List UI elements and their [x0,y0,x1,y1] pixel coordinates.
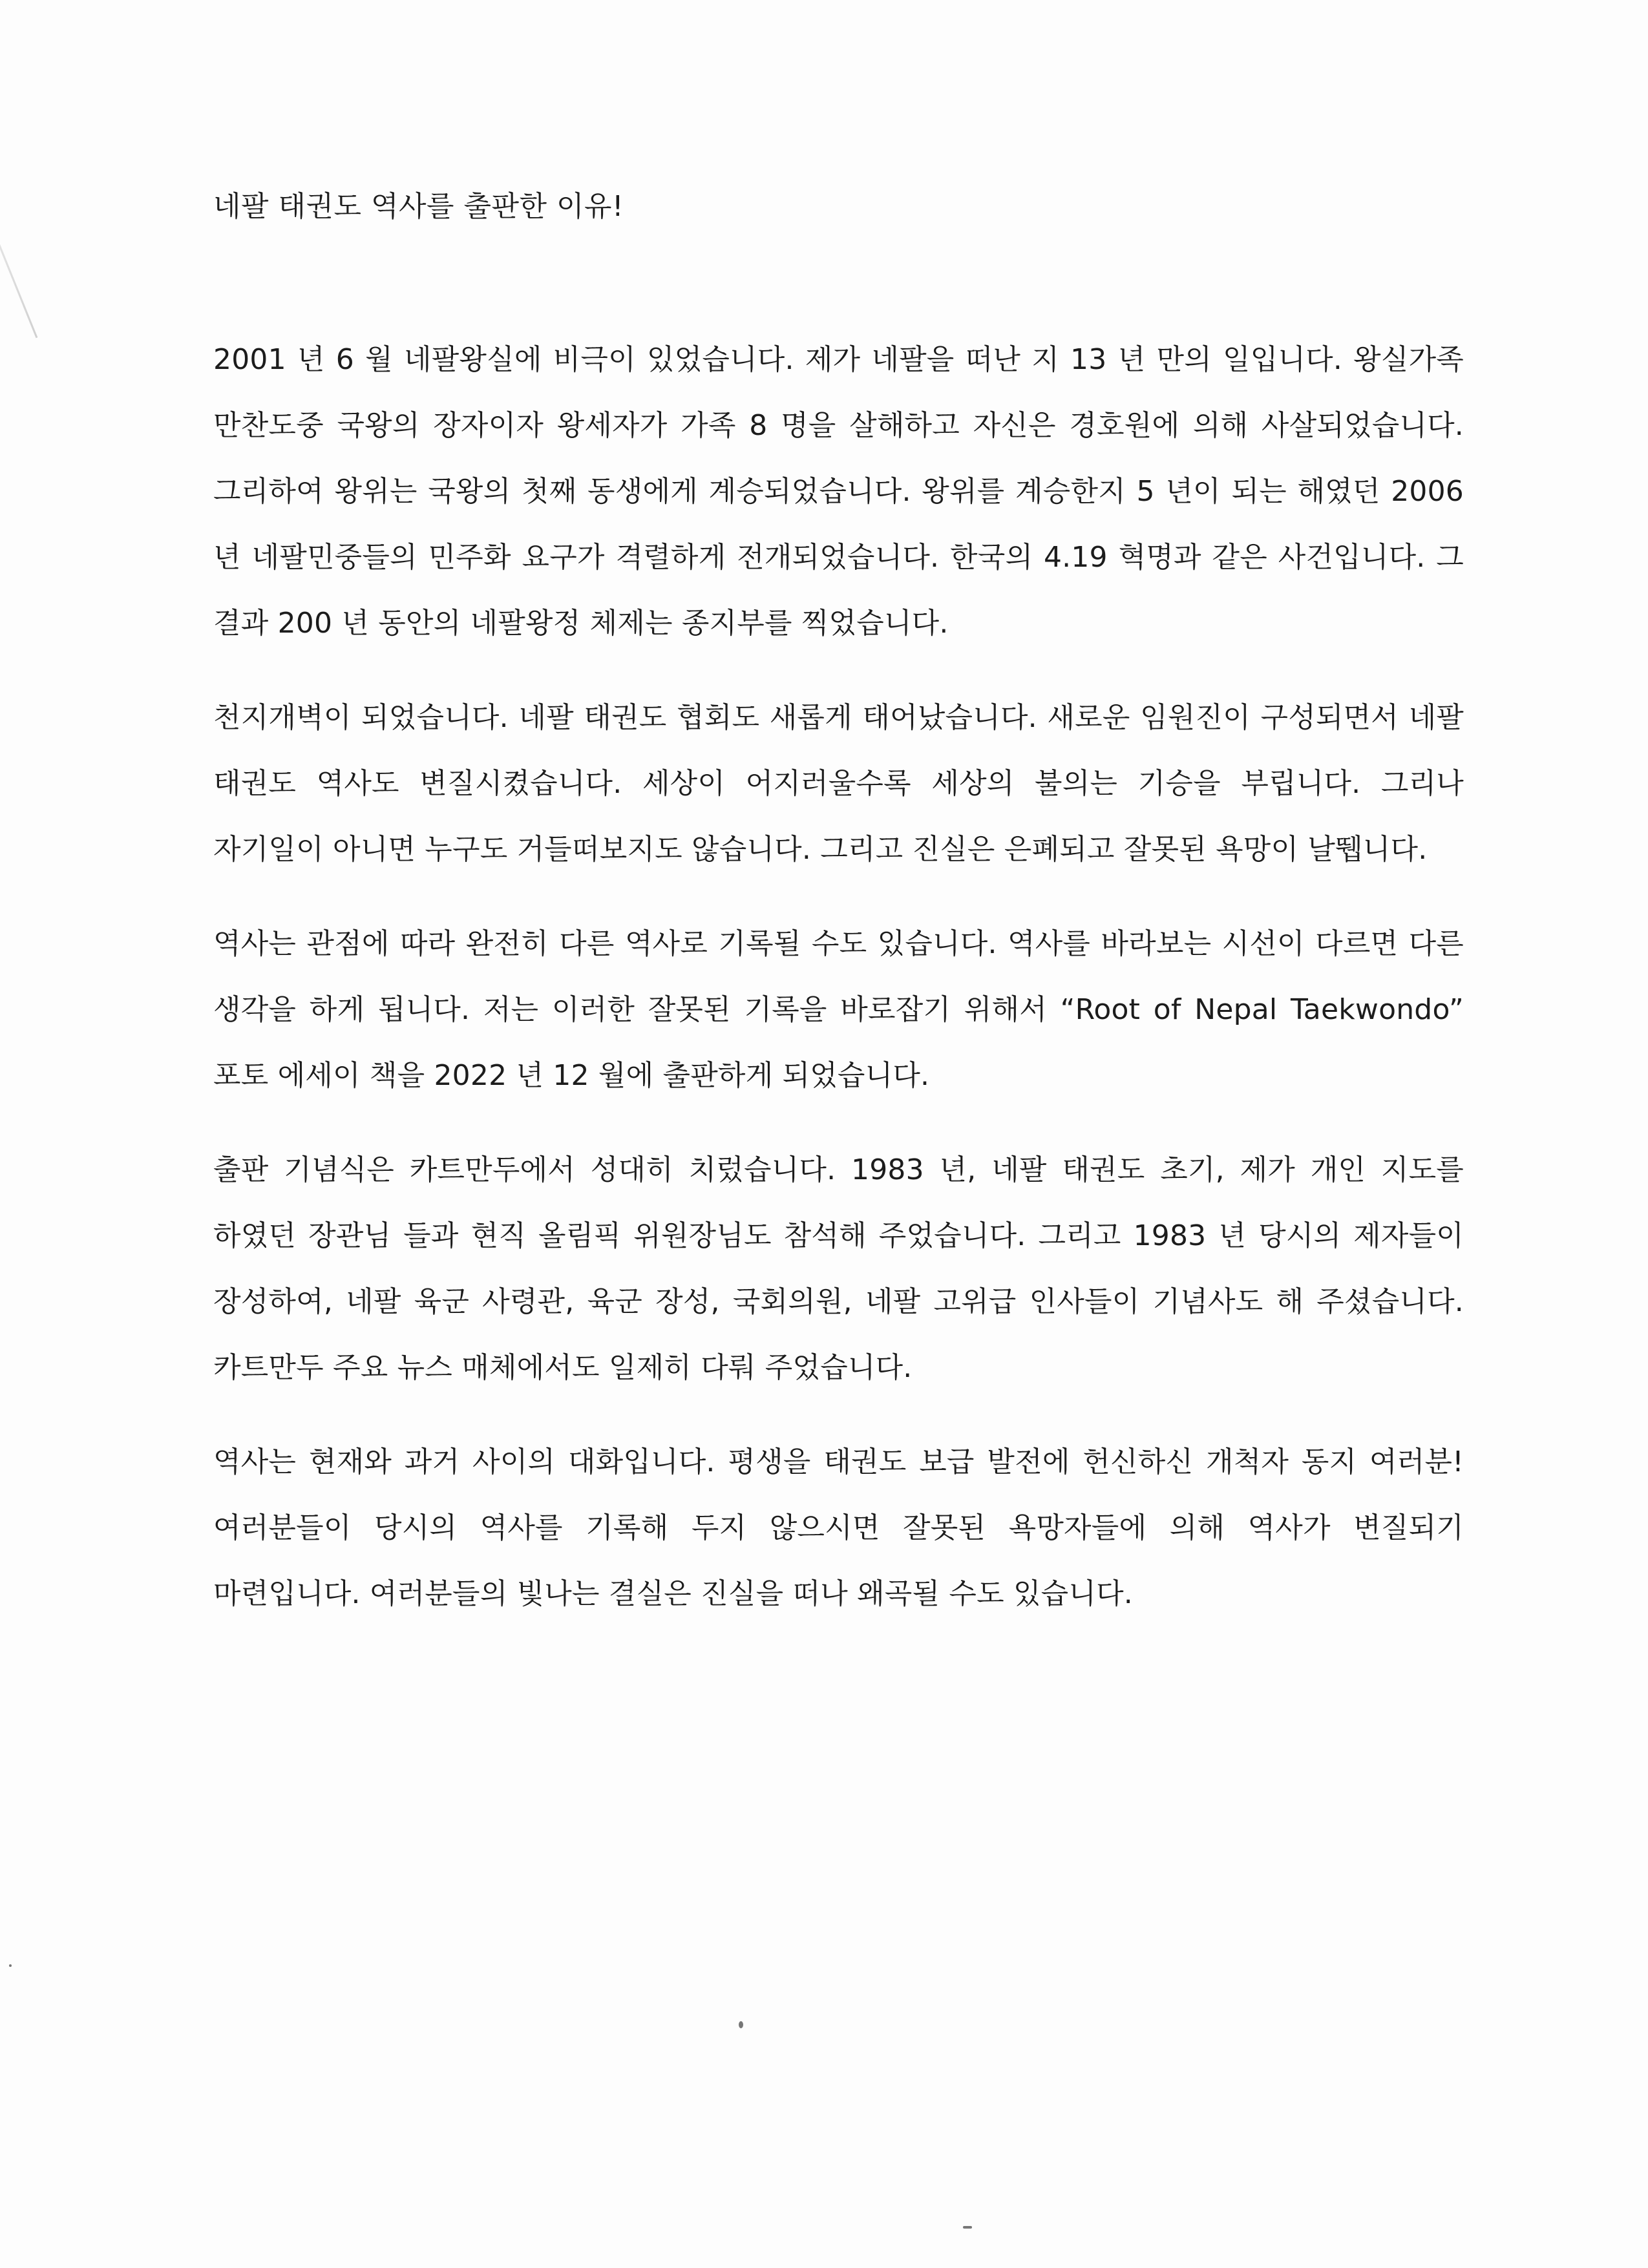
paragraph-4: 출판 기념식은 카트만두에서 성대히 치렀습니다. 1983 년, 네팔 태권도 초기, 제가 개인 지도를 하였던 장관님 들과 현직 올림픽 위원장님도 참석해 주었습니다. 그리고 1983 년 당시의 제자들이 장성하여, 네팔 육군 사령관, 육군 장성, 국회의원, 네팔 고위급 인사들이 기념사도 해 주셨습니다. 카트만두 주요 뉴스 매체에서도 일제히 다뤄 주었습니다. [213,1153,1464,1384]
scan-speck [739,2021,743,2028]
paragraph-1: 2001 년 6 월 네팔왕실에 비극이 있었습니다. 제가 네팔을 떠난 지 13 년 만의 일입니다. 왕실가족 만찬도중 국왕의 장자이자 왕세자가 가족 8 명을 살해하고 자신은 경호원에 의해 사살되었습니다. 그리하여 왕위는 국왕의 첫째 동생에게 계승되었습니다. 왕위를 계승한지 5 년이 되는 해였던 2006 년 네팔민중들의 민주화 요구가 격렬하게 전개되었습니다. 한국의 4.19 혁명과 같은 사건입니다. 그 결과 200 년 동안의 네팔왕정 체제는 종지부를 찍었습니다. [213,343,1464,640]
paper-edge-mark [0,218,37,339]
document-body [213,327,1464,1655]
paragraph-3: 역사는 관점에 따라 완전히 다른 역사로 기록될 수도 있습니다. 역사를 바라보는 시선이 다르면 다른 생각을 하게 됩니다. 저는 이러한 잘못된 기록을 바로잡기 위해서 “Root of Nepal Taekwondo” 포토 에세이 책을 2022 년 12 월에 출판하게 되었습니다. [213,927,1464,1092]
paragraph-5: 역사는 현재와 과거 사이의 대화입니다. 평생을 태권도 보급 발전에 헌신하신 개척자 동지 여러분! 여러분들이 당시의 역사를 기록해 두지 않으시면 잘못된 욕망자들에 의해 역사가 변질되기 마련입니다. 여러분들의 빛나는 결실은 진실을 떠나 왜곡될 수도 있습니다. [213,1445,1464,1610]
scan-speck [963,2226,972,2229]
document-title: 네팔 태권도 역사를 출판한 이유! [213,190,624,223]
paragraph-2: 천지개벽이 되었습니다. 네팔 태권도 협회도 새롭게 태어났습니다. 새로운 임원진이 구성되면서 네팔 태권도 역사도 변질시켰습니다. 세상이 어지러울수록 세상의 불의는 기승을 부립니다. 그리나 자기일이 아니면 누구도 거들떠보지도 않습니다. 그리고 진실은 은폐되고 잘못된 욕망이 날뛥니다. [213,701,1464,866]
scan-speck [9,1964,12,1967]
